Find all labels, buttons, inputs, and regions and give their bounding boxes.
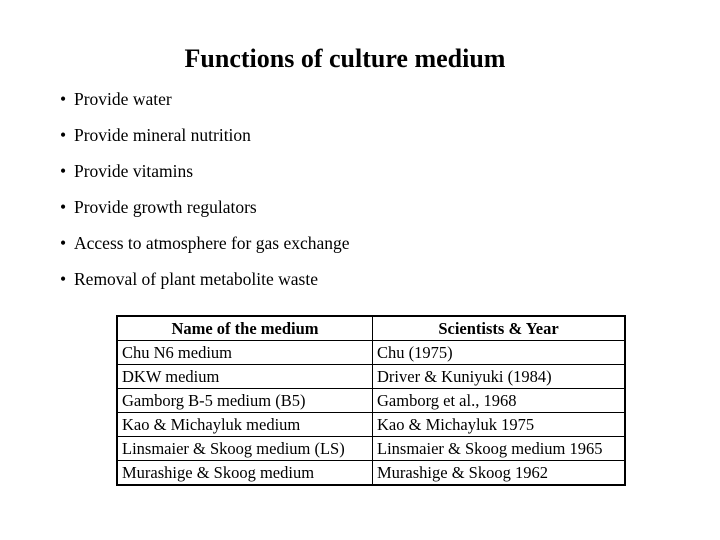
bullet-item: [60, 158, 350, 185]
bullet-marker: •: [60, 233, 67, 253]
scientists-year-cell: Driver & Kuniyuki (1984): [373, 365, 626, 389]
bullet-marker: •: [60, 161, 67, 181]
bullet-item: [60, 122, 350, 149]
medium-name-cell: DKW medium: [117, 365, 373, 389]
bullet-list: [60, 86, 350, 302]
scientists-year-cell: Kao & Michayluk 1975: [373, 413, 626, 437]
bullet-marker: •: [60, 197, 67, 217]
bullet-text: Provide growth regulators: [74, 197, 257, 217]
scientists-year-cell: Murashige & Skoog 1962: [373, 461, 626, 486]
table-row: [117, 341, 625, 365]
medium-name-cell: Gamborg B-5 medium (B5): [117, 389, 373, 413]
bullet-item: [60, 194, 350, 221]
bullet-item: [60, 86, 350, 113]
bullet-text: Access to atmosphere for gas exchange: [74, 233, 350, 253]
scientists-year-cell: Chu (1975): [373, 341, 626, 365]
bullet-item: [60, 266, 350, 293]
table-row: [117, 365, 625, 389]
table-header-row: [117, 316, 625, 341]
culture-media-table: [116, 315, 626, 486]
medium-name-cell: Chu N6 medium: [117, 341, 373, 365]
bullet-text: Provide mineral nutrition: [74, 125, 251, 145]
slide-title: Functions of culture medium: [184, 44, 506, 73]
medium-name-cell: Linsmaier & Skoog medium (LS): [117, 437, 373, 461]
bullet-marker: •: [60, 125, 67, 145]
bullet-marker: •: [60, 269, 67, 289]
bullet-text: Removal of plant metabolite waste: [74, 269, 318, 289]
medium-name-cell: Murashige & Skoog medium: [117, 461, 373, 486]
header-scientists-year: Scientists & Year: [373, 316, 626, 341]
table-row: [117, 413, 625, 437]
bullet-marker: •: [60, 89, 67, 109]
bullet-text: Provide water: [74, 89, 172, 109]
table-row: [117, 437, 625, 461]
table-row: [117, 389, 625, 413]
bullet-text: Provide vitamins: [74, 161, 194, 181]
bullet-item: [60, 230, 350, 257]
scientists-year-cell: Linsmaier & Skoog medium 1965: [373, 437, 626, 461]
table-row: [117, 461, 625, 486]
header-medium-name: Name of the medium: [117, 316, 373, 341]
scientists-year-cell: Gamborg et al., 1968: [373, 389, 626, 413]
medium-name-cell: Kao & Michayluk medium: [117, 413, 373, 437]
